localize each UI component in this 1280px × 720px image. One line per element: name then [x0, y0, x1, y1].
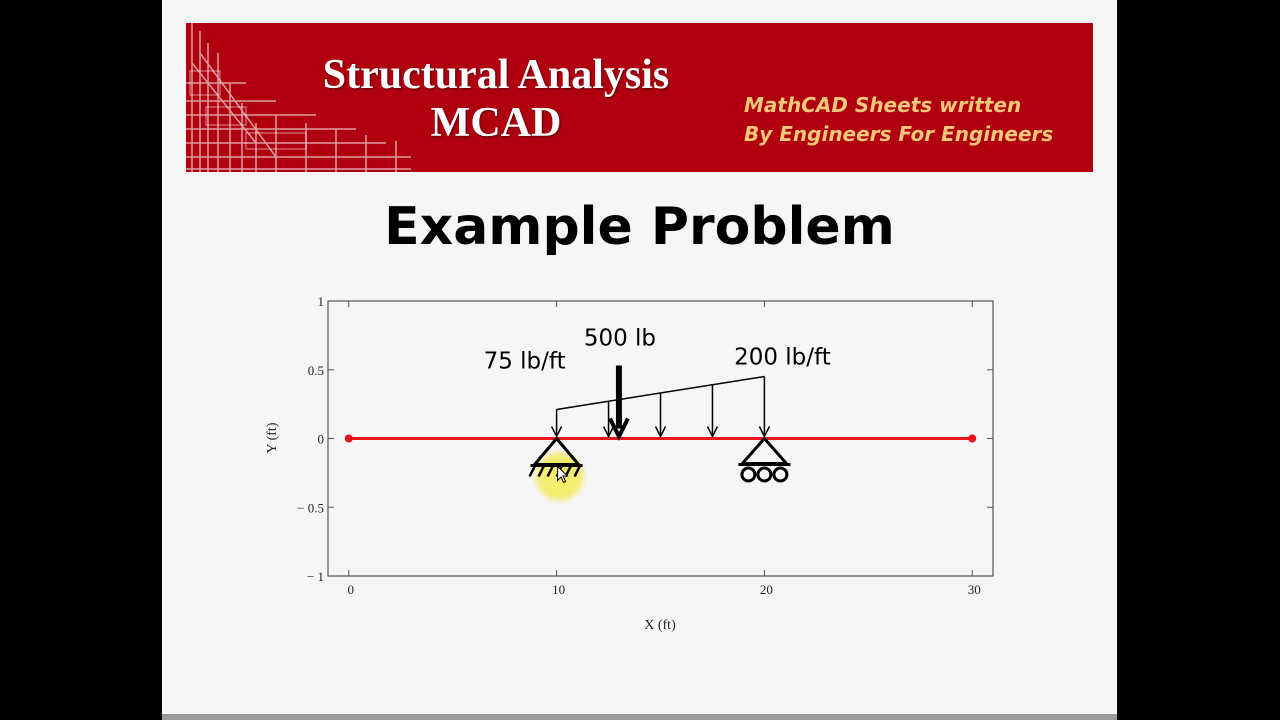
beam-node-right: [968, 435, 976, 443]
y-tick-label: − 1: [306, 569, 324, 584]
distributed-load-start-label: 75 lb/ft: [483, 348, 566, 375]
roller-wheel: [774, 468, 787, 481]
point-load-label: 500 lb: [583, 325, 657, 352]
roller-wheel: [758, 468, 771, 481]
x-axis-label: X (ft): [644, 618, 676, 633]
beam-node-left: [345, 435, 353, 443]
banner-title-line1: Structural Analysis: [322, 52, 670, 98]
y-tick-label: 0: [317, 431, 324, 447]
roller-triangle: [742, 439, 786, 464]
banner-tagline-line2: By Engineers For Engineers: [744, 122, 1054, 146]
distributed-load: [552, 377, 770, 437]
x-tick-label: 20: [759, 582, 773, 597]
page-heading: Example Problem: [384, 197, 895, 257]
distributed-load-end-label: 200 lb/ft: [734, 344, 831, 371]
x-tick-label: 10: [552, 582, 566, 597]
roller-support: [738, 439, 790, 482]
y-tick-label: 1: [317, 294, 324, 309]
roller-wheel: [742, 468, 755, 481]
x-tick-label: 30: [967, 582, 981, 597]
x-tick-label: 0: [347, 582, 355, 597]
y-axis-label: Y (ft): [265, 422, 280, 454]
banner-tagline-line1: MathCAD Sheets written: [744, 93, 1022, 117]
banner-title-line2: MCAD: [430, 100, 562, 146]
y-tick-label: 0.5: [307, 362, 324, 378]
y-tick-label: − 0.5: [297, 500, 324, 516]
